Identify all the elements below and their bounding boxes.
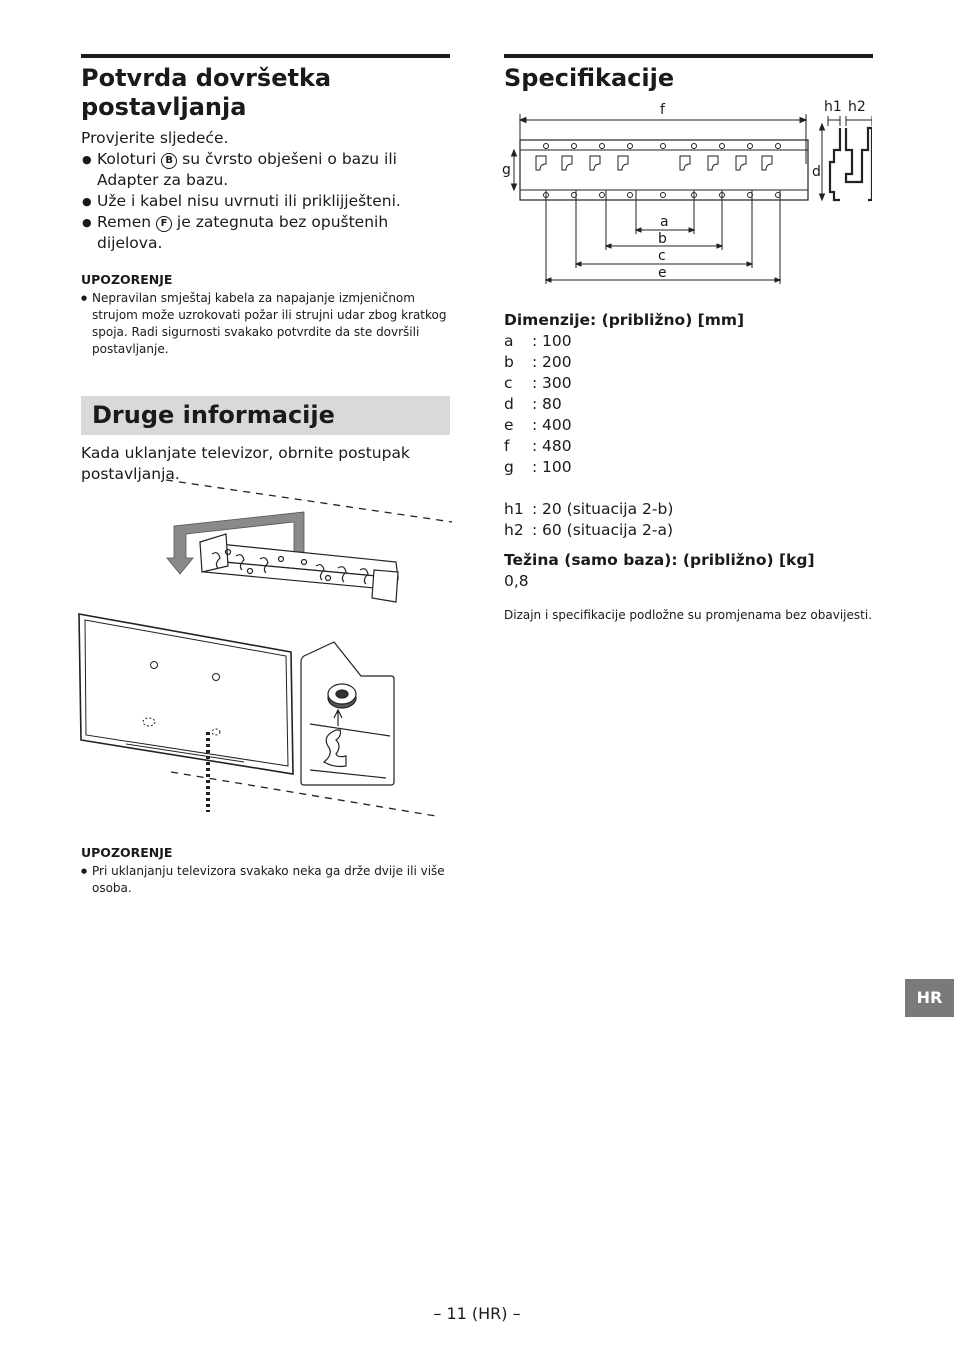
lead-text: Provjerite sljedeće.: [81, 129, 229, 147]
right-column: [502, 54, 873, 622]
dimension-row: a : 100: [504, 332, 572, 350]
checklist: [81, 149, 450, 254]
dimension-row: d : 80: [504, 395, 562, 413]
svg-text:d: d: [812, 164, 821, 180]
warning-list: [81, 290, 450, 358]
dimension-row: e : 400: [504, 416, 572, 434]
bracket-dimension-diagram: [500, 98, 872, 288]
warning-title: UPOZORENJE: [81, 845, 173, 860]
dimension-row: h1 : 20 (situacija 2-b): [504, 500, 674, 518]
list-item: ● Remen F je zategnuta bez opuštenih dijelova.: [81, 212, 450, 254]
warning-title: UPOZORENJE: [81, 272, 173, 287]
page-number: – 11 (HR) –: [433, 1304, 521, 1323]
section-band: [81, 396, 450, 435]
spec-note: Dizajn i specifikacije podložne su promjenama bez obavijesti.: [504, 608, 872, 622]
svg-text:f: f: [660, 102, 665, 118]
dimension-row: c : 300: [504, 374, 572, 392]
dimension-row: b : 200: [504, 353, 572, 371]
svg-text:c: c: [658, 248, 666, 264]
tv-screen: [79, 614, 293, 774]
section-title-completion: Potvrda dovršetka postavljanja: [81, 64, 332, 121]
dimensions-list: [504, 331, 873, 541]
section-rule: [81, 54, 450, 58]
callout-b-icon: B: [161, 153, 177, 169]
callout-f-icon: F: [156, 216, 172, 232]
svg-text:g: g: [502, 162, 511, 178]
svg-text:h1: h1: [824, 99, 842, 115]
svg-text:a: a: [660, 214, 669, 230]
left-column: [81, 54, 450, 895]
warning-list: [81, 863, 450, 897]
svg-text:e: e: [658, 265, 667, 281]
warning-text: ● Pri uklanjanju televizora svakako neka ga drže dvije ili više osoba.: [81, 863, 450, 897]
tv-removal-illustration: [76, 474, 456, 834]
dimension-row: h2 : 60 (situacija 2-a): [504, 521, 674, 539]
weight-title: Težina (samo baza): (približno) [kg]: [504, 551, 815, 569]
removal-text: Kada uklanjate televizor, obrnite postupak postavljanja.: [81, 444, 410, 483]
svg-text:h2: h2: [848, 99, 866, 115]
list-item: ● Koloturi B su čvrsto obješeni o bazu ili Adapter za bazu.: [81, 149, 450, 191]
language-tab: HR: [905, 979, 954, 1017]
dimension-row: g : 100: [504, 458, 572, 476]
section-title-other: Druge informacije: [92, 401, 335, 429]
dimensions-title: Dimenzije: (približno) [mm]: [504, 311, 745, 329]
svg-text:b: b: [658, 231, 667, 247]
warning-text: ● Nepravilan smještaj kabela za napajanje izmjeničnom strujom može uzrokovati požar ili strujni udar zbog kratkog spoja. Radi sigurnosti svakako potvrdite da ste dovršili postavljanje.: [81, 290, 450, 358]
section-rule: [504, 54, 873, 58]
section-title-specs: Specifikacije: [504, 64, 675, 92]
dimension-row: f : 480: [504, 437, 572, 455]
list-item: ● Uže i kabel nisu uvrnuti ili priklijješteni.: [81, 191, 450, 212]
weight-value: 0,8: [504, 572, 529, 590]
